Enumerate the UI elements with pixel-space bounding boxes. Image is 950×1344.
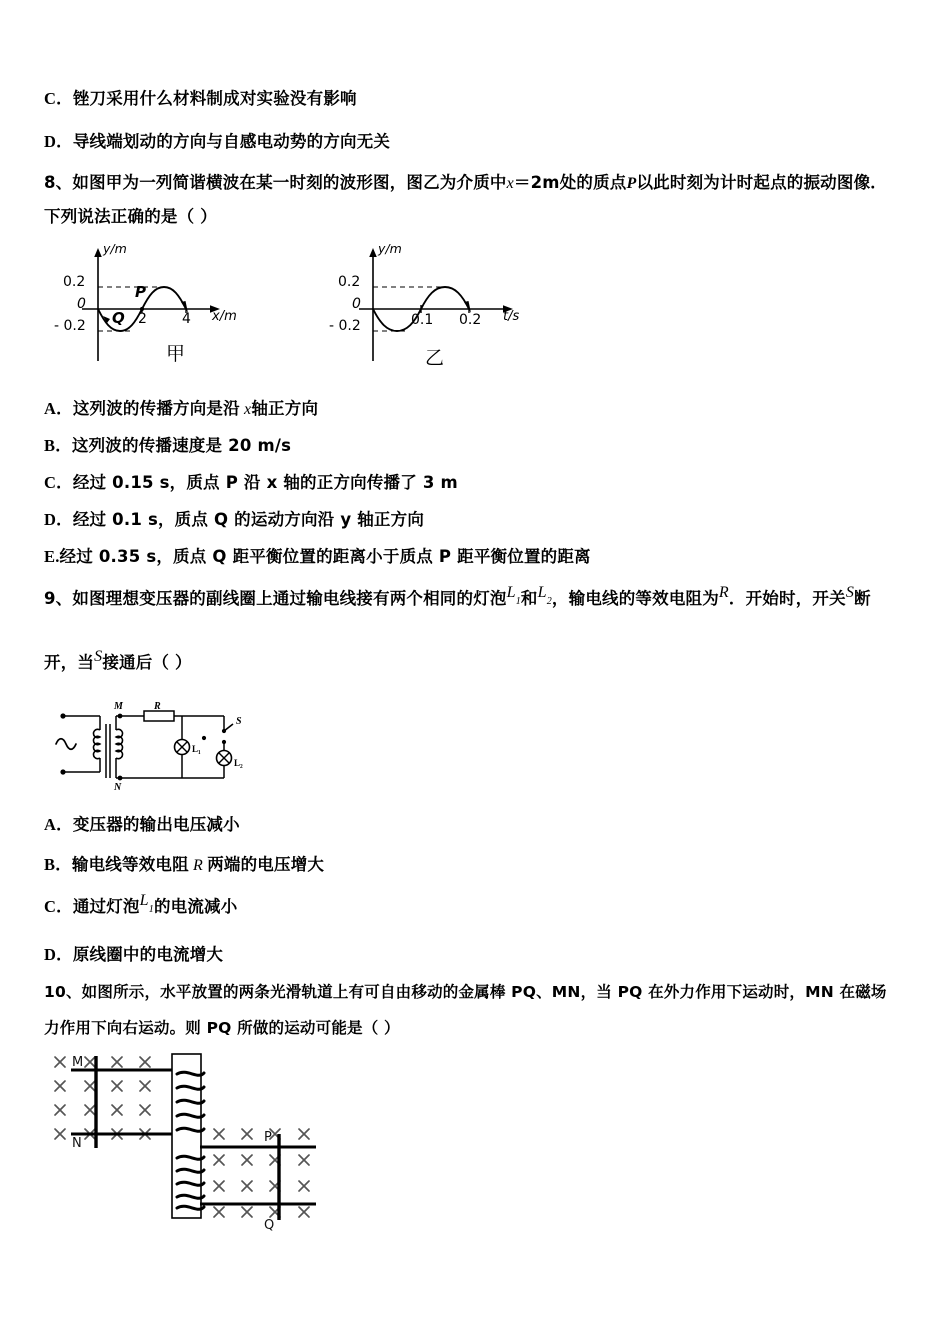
question-8-stem-part3: 以此时刻为计时起点的振动图像． — [636, 173, 887, 192]
question-8-option-d — [44, 509, 424, 531]
question-8-stem-line1 — [44, 172, 887, 195]
jia-ytick-zero: 0 — [77, 296, 86, 312]
rails-field-svg — [46, 1048, 346, 1248]
question-9-stem-e: 断 — [854, 589, 871, 608]
field-cross — [242, 1181, 252, 1191]
question-8-option-e — [44, 546, 591, 568]
q8-option-d-label: D． — [44, 510, 73, 529]
yi-ytick-zero: 0 — [352, 296, 361, 312]
figure-transformer-circuit — [48, 700, 248, 792]
question-9-stem-line1 — [44, 584, 871, 617]
field-cross — [112, 1105, 122, 1115]
q8-option-c-label: C． — [44, 473, 73, 492]
field-cross — [299, 1129, 309, 1139]
q9-option-d-text: 原线圈中的电流增大 — [72, 945, 224, 964]
junction-dot — [202, 736, 206, 740]
question-9-stem-line2 — [44, 648, 192, 675]
circuit-label-lamp1: L₁ — [192, 744, 201, 754]
figure-wave-jia — [54, 241, 320, 368]
circuit-label-r: R — [154, 701, 161, 712]
circuit-label-switch: S — [236, 716, 242, 727]
field-cross — [112, 1057, 122, 1067]
question-8-var-x: x — [506, 175, 514, 192]
question-8-stem-part1: 如图甲为一列简谐横波在某一时刻的波形图，图乙为介质中 — [72, 173, 507, 192]
yi-ytick-neg0point2: - 0.2 — [329, 318, 361, 334]
question-10-text-line1: 如图所示，水平放置的两条光滑轨道上有可自由移动的金属棒 PQ、MN，当 PQ 在外力作用下运动时，MN 在磁场 — [81, 983, 887, 1001]
question-9-switch-var: S — [845, 584, 855, 601]
field-cross — [299, 1181, 309, 1191]
question-10-line2: 力作用下向右运动。则 PQ 所做的运动可能是（ ） — [44, 1019, 400, 1037]
yi-xlabel: t/s — [503, 309, 520, 324]
q8-option-b-text: 这列波的传播速度是 20 m/s — [71, 436, 292, 455]
jia-ytick-0point2: 0.2 — [63, 274, 86, 290]
jia-title: 甲 — [166, 343, 186, 365]
field-cross — [242, 1129, 252, 1139]
q9-option-c-text-post: 的电流减小 — [153, 897, 238, 916]
q8-option-b-label: B． — [44, 436, 72, 455]
question-9-stem-a: 如图理想变压器的副线圈上通过输电线接有两个相同的灯泡 — [72, 589, 507, 608]
circuit-label-m: M — [114, 701, 123, 712]
q8-option-e-text: 经过 0.35 s，质点 Q 距平衡位置的距离小于质点 P 距平衡位置的距离 — [59, 547, 591, 566]
field-cross — [214, 1155, 224, 1165]
q9-option-c-label: C． — [44, 897, 73, 916]
primary-coil — [93, 729, 100, 758]
question-8-stem-part2: 处的质点 — [559, 173, 627, 192]
resistor-r — [144, 711, 174, 721]
q9-option-b-label: B． — [44, 855, 72, 874]
q7-option-d — [44, 131, 390, 153]
question-9-number: 9、 — [44, 589, 73, 608]
question-9-lamp2: $L_2$ — [537, 584, 552, 608]
q9-option-b-var: R — [193, 857, 203, 874]
circuit-label-n: N — [114, 782, 122, 793]
q8-option-a-text-pre: 这列波的传播方向是沿 — [72, 399, 240, 418]
question-8-var-p: P — [626, 175, 637, 192]
figure-label-p: P — [264, 1130, 272, 1145]
ac-source-icon — [56, 739, 76, 750]
jia-xtick-label-2: 2 — [138, 311, 147, 327]
field-cross — [112, 1081, 122, 1091]
jia-annotation-q: Q — [112, 309, 125, 327]
jia-annotation-p: P — [135, 283, 146, 301]
question-10-number: 10、 — [44, 983, 82, 1001]
field-cross — [140, 1081, 150, 1091]
field-cross — [85, 1081, 95, 1091]
figure-label-q: Q — [264, 1218, 275, 1233]
wave-jia-svg — [60, 243, 320, 368]
question-9-stem-b: 和 — [520, 589, 538, 608]
q9-option-c-text-pre: 通过灯泡 — [72, 897, 140, 916]
field-cross — [214, 1207, 224, 1217]
q7-option-c-text: 锉刀采用什么材料制成对实验没有影响 — [72, 89, 357, 108]
yi-xtick-label-0point1: 0.1 — [411, 312, 434, 328]
field-cross — [85, 1105, 95, 1115]
question-9-line2-a: 开，当 — [44, 653, 95, 672]
q8-option-a-text-post: 轴正方向 — [251, 399, 319, 418]
field-cross — [55, 1105, 65, 1115]
question-9-stem-c: ，输电线的等效电阻为 — [551, 589, 719, 608]
q7-option-c — [44, 88, 357, 110]
field-cross — [85, 1057, 95, 1067]
field-cross — [55, 1057, 65, 1067]
circuit-label-lamp2: L₂ — [234, 758, 243, 768]
transformer-circuit-svg — [48, 700, 248, 792]
q9-option-a-label: A． — [44, 815, 73, 834]
question-9-option-b — [44, 854, 324, 877]
question-8-stem-line2: 下列说法正确的是（ ） — [44, 207, 217, 226]
field-cross — [214, 1129, 224, 1139]
figure-rails-magnetic-field — [46, 1048, 346, 1248]
question-10-line1 — [44, 981, 887, 1004]
q8-option-a-var: x — [244, 401, 252, 418]
question-8-option-c — [44, 472, 458, 494]
figure-label-n: N — [72, 1136, 82, 1151]
field-cross — [140, 1057, 150, 1067]
field-cross — [242, 1207, 252, 1217]
yi-xtick-label-0point2: 0.2 — [459, 312, 482, 328]
field-cross — [55, 1129, 65, 1139]
field-cross — [55, 1081, 65, 1091]
field-cross — [299, 1155, 309, 1165]
question-9-lamp1: $L_1$ — [506, 584, 521, 608]
question-9-stem-d: ．开始时，开关 — [728, 589, 846, 608]
q8-option-d-text: 经过 0.1 s，质点 Q 的运动方向沿 y 轴正方向 — [72, 510, 425, 529]
jia-xlabel: x/m — [212, 309, 237, 324]
q8-option-e-label: E. — [44, 547, 60, 566]
question-9-option-a — [44, 814, 240, 836]
question-9-option-c — [44, 892, 238, 925]
field-cross — [140, 1105, 150, 1115]
jia-ylabel: y/m — [103, 241, 127, 256]
q9-option-a-text: 变压器的输出电压减小 — [72, 815, 240, 834]
jia-y-arrow — [94, 248, 102, 257]
field-cross — [214, 1181, 224, 1191]
node-n-dot — [118, 776, 123, 781]
question-9-line2-b: 接通后（ ） — [102, 653, 192, 672]
q9-option-d-label: D． — [44, 945, 73, 964]
question-9-resistor-var: R — [718, 584, 729, 601]
q7-option-c-label: C． — [44, 89, 73, 108]
q8-option-c-text: 经过 0.15 s，质点 P 沿 x 轴的正方向传播了 3 m — [72, 473, 458, 492]
q9-option-b-text-post: 两端的电压增大 — [207, 855, 325, 874]
yi-y-arrow — [369, 248, 377, 257]
q7-option-d-text: 导线端划动的方向与自感电动势的方向无关 — [72, 132, 391, 151]
q8-option-a-label: A． — [44, 399, 73, 418]
figure-wave-yi — [329, 241, 595, 369]
question-8-option-b — [44, 435, 291, 457]
q9-option-c-lamp-var: $L_1$ — [139, 892, 154, 916]
yi-ytick-0point2: 0.2 — [338, 274, 361, 290]
question-8-eq: ＝2m — [513, 173, 560, 192]
switch-blade — [224, 724, 233, 731]
question-9-line2-switch: S — [94, 648, 103, 665]
node-m-dot — [118, 714, 123, 719]
jia-ytick-neg0point2: - 0.2 — [54, 318, 86, 334]
field-cross — [242, 1155, 252, 1165]
yi-title: 乙 — [425, 347, 445, 369]
wave-yi-svg — [335, 243, 595, 368]
question-8-number: 8、 — [44, 173, 73, 192]
secondary-coil — [116, 729, 123, 758]
field-cross — [299, 1207, 309, 1217]
q9-option-b-text-pre: 输电线等效电阻 — [71, 855, 189, 874]
question-8-option-a — [44, 398, 318, 421]
question-9-option-d — [44, 944, 223, 966]
q7-option-d-label: D． — [44, 132, 73, 151]
figure-label-m: M — [72, 1055, 84, 1070]
jia-xtick-label-4: 4 — [182, 311, 191, 327]
yi-ylabel: y/m — [378, 241, 402, 256]
solenoid-box — [172, 1054, 201, 1218]
